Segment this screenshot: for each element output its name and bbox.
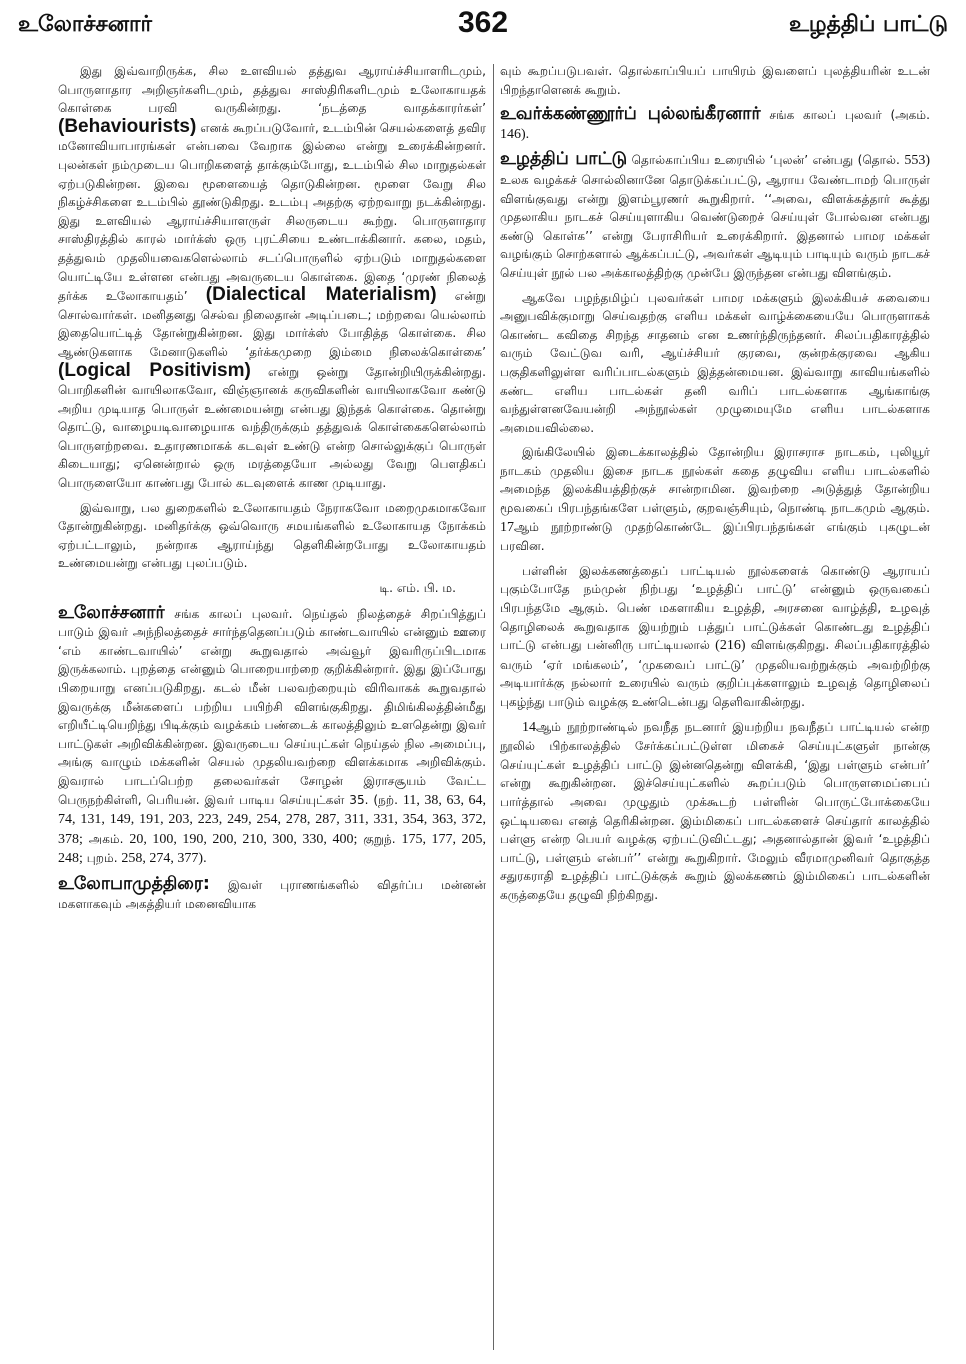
text-span: குறுந். (363, 831, 396, 846)
paragraph (500, 443, 930, 556)
text-span: சங்க காலப் புலவர் (அகம். (769, 108, 930, 123)
entry-headword: உவர்க்கண்ணூர்ப் புல்லங்கீரனார் (500, 104, 761, 125)
english-term: (Dialectical Materialism) (205, 284, 437, 306)
right-column (500, 62, 930, 1356)
author-initials: டி. எம். பி. ம. (379, 581, 456, 596)
text-span: இவள் புராணங்களில் விதர்ப்ப மன்னன் மகளாகவும் அகத்தியர் மனைவியாக (58, 877, 486, 911)
entry-uvarkannur (500, 105, 930, 144)
reference-numbers: 146). (500, 126, 530, 142)
text-span: இவ்வாறு, பல துறைகளில் உலோகாயதம் நேராகவோ மறைமுகமாகவோ தோன்றுகின்றது. மனிதர்க்கு ஒவ்வொரு சமயங்களில் உலோகாயத நோக்கம் ஏற்பட்டாலும், நன்றாக ஆராய்ந்து தெளிகின்றபோது உலோகாயதம் உண்மையன்று என்பது புலப்படும். (58, 500, 486, 571)
text-span: புறம். (86, 851, 118, 866)
header-left-guideword: உலோச்சனார் (18, 12, 153, 37)
paragraph: ஆகவே பழந்தமிழ்ப் புலவர்கள் பாமர மக்களும் இலக்கியச் சுவையை அனுபவிக்குமாறு செய்வதற்கு எளிய மக்கள் வாழ்க்கையையே பொருளாகக் கொண்ட கவிதை சிறந்த சாதனம் என உணர்ந்திருந்தனர். சிலப்பதிகாரத்தில் வரும் வேட்டுவ வரி, ஆய்ச்சியர் குரவை, குன்றக்குரவை ஆகிய பகுதிகளிலுள்ள வரிப்பாடல்களும் இத்தன்மையன. இவ்வாறு காவியங்களில் கண்ட எளிய பாடல்கள் தனி வரிப் பாடல்களாக ஆங்காங்கு வந்துள்ளனவேயன்றி அந்நூல்கள் முழுமையுமே எளிய பாடல்களாக அமையவில்லை. (500, 290, 930, 435)
paragraph (500, 562, 930, 712)
entry-headword: உழத்திப் பாட்டு (500, 149, 628, 170)
header-right-guideword: உழத்திப் பாட்டு (788, 12, 948, 37)
entry-headword: உலோபாமுத்திரை: (58, 873, 210, 894)
text-span: விளங்குகிறது. சிலப்பதிகாரத்தில் வரும் ‘ஏர் மங்கலம்’, ‘முகவைப் பாட்டு’ முதலியவற்றுக்கும் அவற்றிற்கு அடியார்க்கு நல்லார் உரையில் வரும் குறிப்புக்களாலும் உழவுத் தொழிலைப் புகழ்ந்து பாடும் வழக்கு உண்டென்பது தெளிவாகின்றது. (500, 638, 930, 709)
english-term: (Behaviourists) (58, 115, 197, 137)
text-span: ஆம் நூற்றாண்டில் நவநீத நடனார் இயற்றிய நவநீதப் பாட்டியல் என்ற நூலில் பிற்காலத்தில் சேர்க்கப்பட்டுள்ள மிகைச் செய்யுட்களுள் நான்கு செய்யுட்கள் உழத்திப் பாட்டு இன்னதென்று விளக்கி, ‘இது பள்ளும் என்பர்’ என்று கூறுகின்றன. இச்செய்யுட்களில் கூறப்படும் பொருளமைப்பைப் பார்த்தால் அவை முழுதும் முக்கூடற் பள்ளின் பொருட்போக்கையே ஒட்டியவை எனத் தெரிகின்றன. இம்மிகைப் பாடல்களைச் செய்தார் காலத்தில் பள்ளு என்ற பெயர் வழக்கு ஏற்பட்டுவிட்டது; அதனால்தான் இவர் ‘உழத்திப் பாட்டு, பள்ளும் என்பர்’’ என்று கூறுகிறார். மேலும் வீரமாமுனிவர் தொகுத்த சதுரகராதி உழத்திப் பாட்டுக்குக் கூறும் இலக்கணம் இம்மிகைப் பாடல்களின் கருத்தையே தழுவி நிற்கிறது. (500, 719, 930, 902)
text-span: என்று ஒன்று தோன்றியிருக்கின்றது. பொறிகளின் வாயிலாகவோ, விஞ்ஞானக் கருவிகளின் வாயிலாகவோ கண்டு அறிய முடியாத பொருள் உண்மையன்று என்பது இந்தக் கொள்கை. தொன்று தொட்டு, வாழையடிவாழையாக வந்திருக்கும் தத்துவக் கொள்கைகளெல்லாம் பொருளற்றவை. உதாரணமாகக் கடவுள் உண்டு என்ற சொல்லுக்குப் பொருள் கிடையாது; ஏனென்றால் ஒரு மரத்தையோ அல்லது வேறு பௌதிகப் பொருளையோ காண்பது போல் கடவுளைக் காண முடியாது. (58, 364, 486, 491)
text-span: ஆம் நூற்றாண்டு முதற்கொண்டே இப்பிரபந்தங்கள் எங்கும் புகழுடன் பரவின. (500, 519, 930, 554)
text-span: சங்க காலப் புலவர். நெய்தல் நிலத்தைச் சிறப்பித்துப் பாடும் இவர் அந்நிலத்தைச் சார்ந்ததெனப்படும் காண்டவாயில் என்னும் ஊரை ‘எம் காண்டவாயில்’ என்று கூறுவதால் அவ்வூர் இவரிருப்பிடமாக இருக்கலாம். புறத்தை என்னும் பொறையாற்றை குறிக்கின்றார். இது இப்போது பிறையாறு எனப்படுகிறது. கடல் மீன் பலவற்றையும் விரிவாகக் கூறுவதால் இவருக்கு மீன்களைப் பற்றிய பயிற்சி விளங்குகிறது. திமிங்கிலத்தின்மீது எறியீட்டியெறிந்து பிடிக்கும் வழக்கம் பண்டைக் காலத்திலும் உளதென்று இவர் பாட்டுகள் அறிவிக்கின்றன. இவருடைய செய்யுட்கள் நெய்தல் நில அமைப்பு, அங்கு வாழும் மக்களின் செயல் முதலியவற்றை விளக்கமாக அறிவிக்கும். இவரால் பாடப்பெற்ற தலைவர்கள் சோழன் இராசசூயம் வேட்ட பெருநற்கிள்ளி, பெரியன். இவர் பாடிய செய்யுட்கள் 35. (நற். (58, 606, 486, 807)
text-span: என்று சொல்வார்கள். மனிதனது செல்வ நிலைதான் அடிப்படை; மற்றவை யெல்லாம் இதையொட்டித் தோன்றுகின்றன. இது மார்க்ஸ் போதித்த கொள்கை. சில ஆண்டுகளாக மேனாடுகளில் ‘தர்க்கமுறை இம்மை நிலைக்கொள்கை’ (58, 289, 486, 359)
column-divider (493, 64, 494, 1350)
entry-headword: உலோச்சனார் (58, 602, 165, 623)
reference-numbers: 175, 177, 205, 248; (58, 831, 486, 867)
text-span: இது இவ்வாறிருக்க, சில உளவியல் தத்துவ ஆராய்ச்சியாளரிடமும், பொருளாதார அறிஞர்களிடமும், தத்துவ சாஸ்திரிகளிடமும் உலோகாயதக் கொள்கை பரவி வருகின்றது. ‘நடத்தை வாதக்காரர்கள்’ (58, 64, 486, 116)
reference-numbers: 11, 38, 63, 64, 74, 131, 149, 191, 203, 223, 249, 254, 278, 287, 311, 331, 354, 363, 372, 378; (58, 792, 486, 847)
entry-uzhathi-pattu (500, 150, 930, 282)
text-span: பள்ளின் இலக்கணத்தைப் பாட்டியல் நூல்களைக் கொண்டு ஆராயப் புகும்போதே நம்முன் நிற்பது ‘உழத்திப் பாட்டு’ என்னும் ஒருவகைப் பிரபந்தமே ஆகும். பெண் மகளாகிய உழத்தி, அரசனை வாழ்த்தி, உழவுத் தொழிலைக் கூறுவதாக இயற்றும் பத்துப் பாட்டுக்கள் கொண்டது உழத்திப் பாட்டு என்பது பன்னிரு பாட்டியலால் (500, 563, 930, 653)
paragraph: வும் கூறப்படுபவள். தொல்காப்பியப் பாயிரம் இவளைப் புலத்தியரின் உடன் பிறந்தாளெனக் கூறும். (500, 64, 930, 97)
text-span: அகம். (88, 831, 124, 846)
paragraph (58, 499, 486, 573)
entry-ulopamudra (58, 875, 486, 913)
reference-numbers: 20, 100, 190, 200, 210, 300, 330, 400; (129, 831, 358, 847)
page-header (0, 0, 966, 50)
english-term: (Logical Positivism) (58, 359, 251, 381)
text-span: உலக வழக்கச் சொல்லினானே தொடுக்கப்பட்டு, ஆராய வேண்டாமற் பொருள் விளங்குவது என்று இளம்பூரணர் கூறுகிறார். ‘‘அவை, விளக்கத்தார் கூத்து முதலாகிய நாடகச் செய்யுளாகிய வெண்டுறைச் செய்யுள் போல்வன என்பது கண்டு கொள்க’’ என்று பேராசிரியர் உரைக்கிறார். இதனால் பாமர மக்கள் வழங்கும் சொற்களால் ஆக்கப்பட்டு, அவர்கள் ஆடியும் பாடியும் வரும் நாடகச் செய்யுள் நூல் பல அக்காலத்திற்கு முன்பே இருந்தன என்பது விளங்கும். (500, 172, 930, 280)
paragraph (500, 718, 930, 905)
left-column (58, 62, 486, 1356)
reference-numbers: 258, 274, 377). (121, 851, 207, 867)
page-number: 362 (457, 6, 509, 39)
entry-ulochanar (58, 604, 486, 869)
text-span: இங்கிலேயில் இடைக்காலத்தில் தோன்றிய இராசராச நாடகம், புலியூர் நாடகம் முதலிய இசை நாடக நூல்கள் கதை தழுவிய எளிய பாடல்களில் அமைந்த இலக்கியத்திற்குச் சான்றாமின. இவற்றை அடுத்துத் தோன்றிய மூவகைப் பிரபந்தங்களே பள்ளும், குறவஞ்சியும், நொண்டி நாடகமும் ஆகும். (500, 445, 930, 516)
century-number: 17 (500, 519, 514, 535)
text-span: எனக் கூறப்படுவோர், உடம்பின் செயல்களைத் தவிர மனோவியாபாரங்கள் என்பவை வேறாக இல்லை என்று உரைக்கின்றனர். புலன்கள் நம்முடைய பொறிகளைத் தாக்கும்போது, உடம்பில் சில மாறுதல்கள் ஏற்படுகின்றன. இவை மூளையைத் தொடுகின்றன. மூளை வேறு சில நிகழ்ச்சிகளை உடம்பில் தூண்டுகிறது. உடம்பு அதற்கு ஏற்றவாறு நடக்கின்றது. இது உளவியல் ஆராய்ச்சியாளருள் சிலருடைய கூற்று. பொருளாதார சாஸ்திரத்தில் காரல் மார்க்ஸ் ஒரு புரட்சியை உண்டாக்கினார். கலை, மதம், தத்துவம் முதலியவைகளெல்லாம் சடப்பொருளில் ஏற்படும் மாறுதல்களை யொட்டியே உள்ளன என்பது அவருடைய கொள்கை. இதை ‘முரண் நிலைத் தர்க்க உலோகாயதம்’ (58, 120, 486, 304)
century-number: 14 (522, 719, 536, 735)
paragraph (58, 62, 486, 493)
reference-numbers: (216) (715, 638, 746, 654)
reference-numbers: 553) (904, 153, 930, 169)
text-span: தொல்காப்பிய உரையில் ‘புலன்’ என்பது (தொல். (631, 153, 900, 168)
